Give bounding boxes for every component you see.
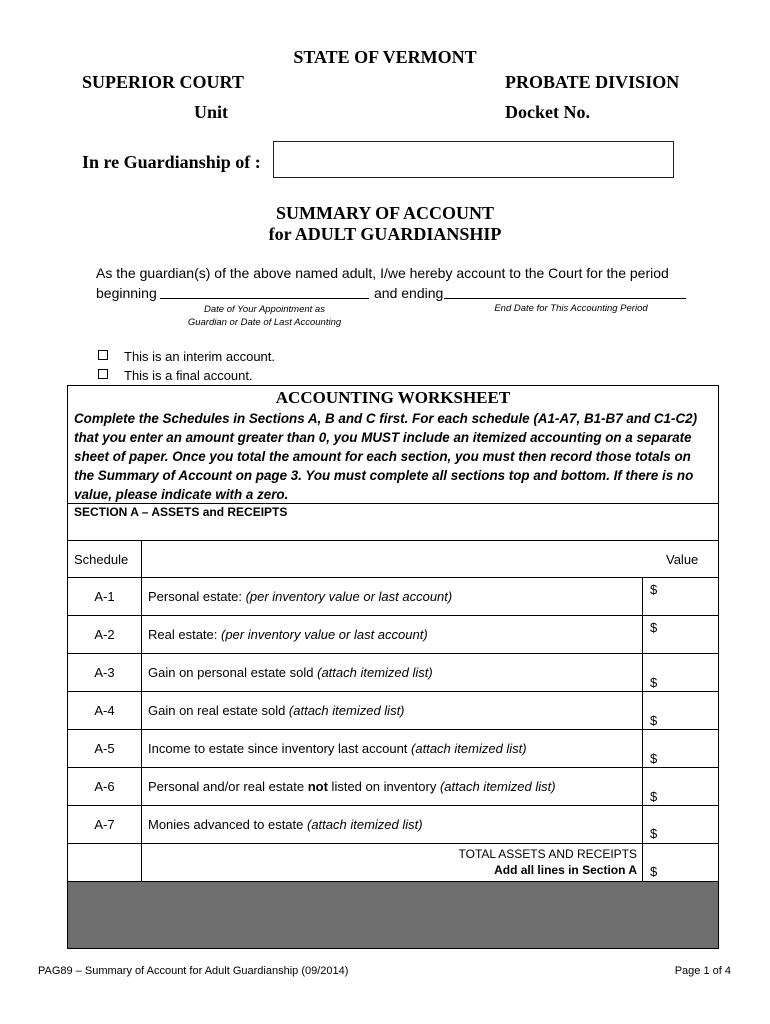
unit-label: Unit — [194, 102, 229, 122]
divider — [67, 691, 719, 692]
value-field-a7[interactable]: $ — [650, 826, 658, 841]
worksheet-instructions: Complete the Schedules in Sections A, B and C first. For each schedule (A1-A7, B1-B7 and C1-C2) that you enter an amount greater than 0, you MUST include an itemized accounting on a separate sheet of paper. Once you total the amount for each section, you must then record those totals on the Summary of Account on page 3. You must complete all sections top and bottom. If there is no value, please indicate with a zero. — [74, 411, 698, 502]
column-divider — [642, 577, 643, 881]
beginning-label: beginning — [96, 285, 157, 301]
beginning-date-caption — [160, 303, 369, 329]
section-a-title: SECTION A – ASSETS and RECEIPTS — [74, 505, 288, 519]
period-statement: As the guardian(s) of the above named adult, I/we hereby account to the Court for the period — [96, 265, 669, 281]
schedule-code: A-5 — [94, 741, 115, 756]
worksheet-title: ACCOUNTING WORKSHEET — [275, 388, 511, 407]
schedule-description: Personal and/or real estate not listed on inventory (attach itemized list) — [148, 779, 556, 794]
value-field-a1[interactable]: $ — [650, 582, 658, 597]
docket-label: Docket No. — [505, 102, 590, 122]
page-number: Page 1 of 4 — [674, 965, 731, 977]
value-column-header: Value — [666, 552, 699, 567]
final-account-checkbox[interactable] — [98, 369, 108, 379]
guardianship-name-field[interactable] — [273, 141, 674, 178]
schedule-description: Monies advanced to estate (attach itemized list) — [148, 817, 423, 832]
ending-date-caption: End Date for This Accounting Period — [494, 303, 648, 314]
schedule-code: A-6 — [94, 779, 115, 794]
divider — [67, 653, 719, 654]
division-heading: PROBATE DIVISION — [505, 72, 680, 92]
in-re-label: In re Guardianship of : — [82, 152, 261, 172]
interim-account-label: This is an interim account. — [124, 349, 276, 364]
divider — [67, 805, 719, 806]
value-field-a4[interactable]: $ — [650, 713, 658, 728]
beginning-caption-line-2: Guardian or Date of Last Accounting — [187, 317, 342, 328]
value-field-a2[interactable]: $ — [650, 620, 658, 635]
final-account-label: This is a final account. — [124, 368, 253, 383]
divider — [67, 729, 719, 730]
shaded-area — [68, 882, 718, 948]
schedule-code: A-4 — [94, 703, 115, 718]
value-field-a6[interactable]: $ — [650, 789, 658, 804]
interim-account-checkbox[interactable] — [98, 350, 108, 360]
beginning-caption-line-1: Date of Your Appointment as — [204, 304, 325, 315]
total-assets-label: TOTAL ASSETS AND RECEIPTS — [458, 847, 637, 861]
court-heading: SUPERIOR COURT — [82, 72, 244, 92]
schedule-code: A-2 — [94, 627, 115, 642]
schedule-code: A-3 — [94, 665, 115, 680]
schedule-code: A-1 — [94, 589, 115, 604]
divider — [67, 843, 719, 844]
form-id: PAG89 – Summary of Account for Adult Guardianship (09/2014) — [38, 965, 349, 977]
state-heading: STATE OF VERMONT — [293, 47, 477, 67]
value-field-a3[interactable]: $ — [650, 675, 658, 690]
summary-subtitle: for ADULT GUARDIANSHIP — [268, 224, 502, 244]
schedule-column-header: Schedule — [74, 552, 129, 567]
schedule-description: Personal estate: (per inventory value or last account) — [148, 589, 453, 604]
schedule-description: Income to estate since inventory last account (attach itemized list) — [148, 741, 527, 756]
schedule-description: Real estate: (per inventory value or last account) — [148, 627, 428, 642]
summary-title: SUMMARY OF ACCOUNT — [275, 203, 495, 223]
and-ending-label: and ending — [374, 285, 444, 301]
schedule-code: A-7 — [94, 817, 115, 832]
schedule-description: Gain on real estate sold (attach itemized list) — [148, 703, 405, 718]
divider — [67, 577, 719, 578]
divider — [67, 615, 719, 616]
divider — [67, 540, 719, 541]
total-assets-instruction: Add all lines in Section A — [494, 863, 637, 877]
total-assets-field[interactable]: $ — [650, 864, 658, 879]
beginning-date-field[interactable] — [160, 298, 369, 299]
ending-date-field[interactable] — [444, 298, 686, 299]
divider — [67, 767, 719, 768]
schedule-description: Gain on personal estate sold (attach itemized list) — [148, 665, 433, 680]
value-field-a5[interactable]: $ — [650, 751, 658, 766]
column-divider — [141, 540, 142, 881]
